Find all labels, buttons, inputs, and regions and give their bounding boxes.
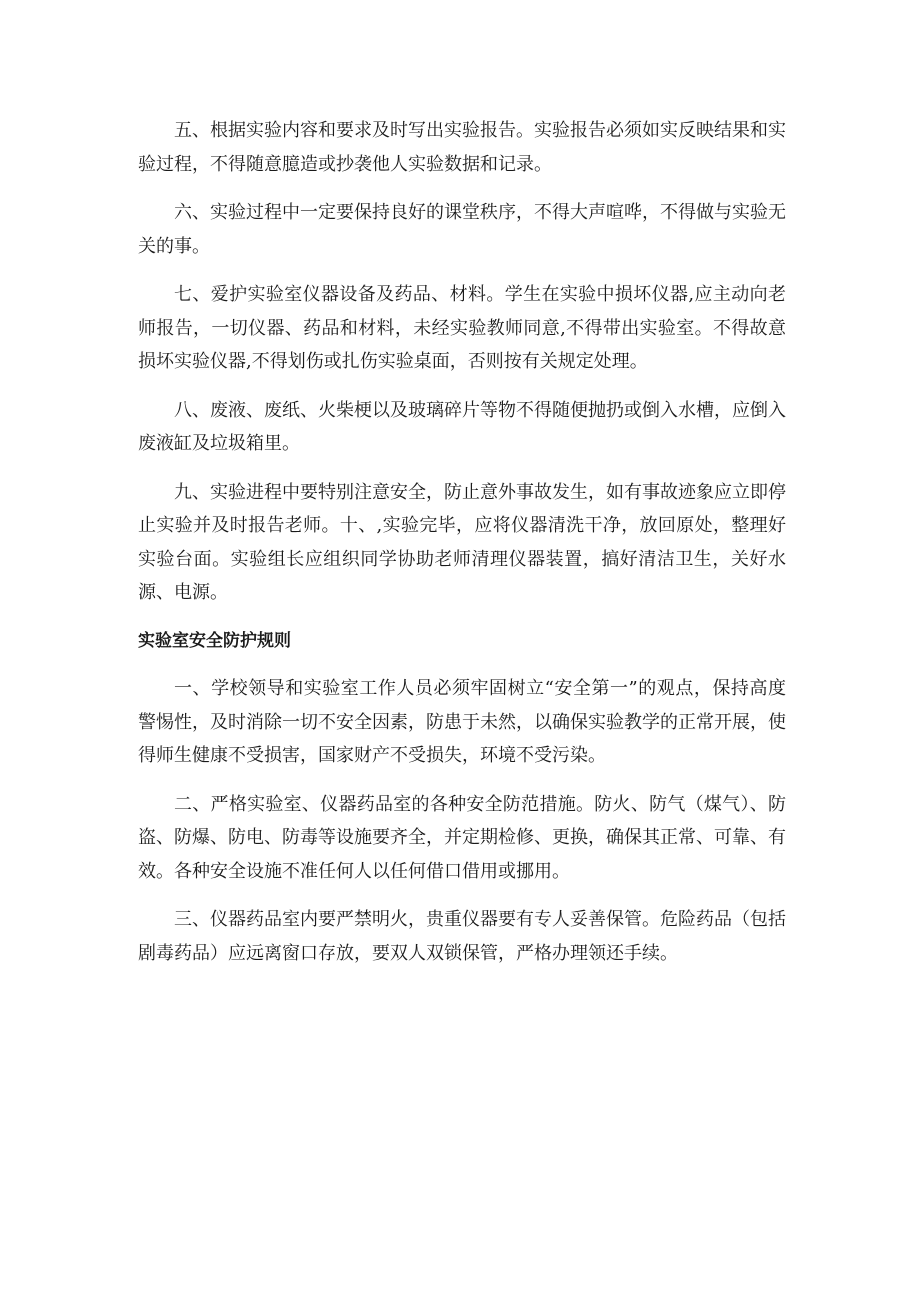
safety-paragraph-1: 一、学校领导和实验室工作人员必须牢固树立“安全第一”的观点，保持高度警惕性，及时消除一切不安全因素，防患于未然，以确保实验教学的正常开展，使得师生健康不受损害，国家财产不受损失，环境不受污染。	[138, 678, 786, 766]
rule-paragraph-9: 九、实验进程中要特别注意安全，防止意外事故发生，如有事故迹象应立即停止实验并及时报告老师。十、,实验完毕，应将仪器清洗干净，放回原处，整理好实验台面。实验组长应组织同学协助老师清理仪器装置，搞好清洁卫生，关好水源、电源。	[138, 481, 786, 603]
document-body	[138, 114, 786, 970]
safety-paragraph-3: 三、仪器药品室内要严禁明火，贵重仪器要有专人妥善保管。危险药品（包括剧毒药品）应远离窗口存放，要双人双锁保管，严格办理领还手续。	[138, 909, 786, 964]
safety-paragraph-2: 二、严格实验室、仪器药品室的各种安全防范措施。防火、防气（煤气）、防盗、防爆、防电、防毒等设施要齐全，并定期检修、更换，确保其正常、可靠、有效。各种安全设施不准任何人以任何借口借用或挪用。	[138, 793, 786, 882]
rule-paragraph-8: 八、废液、废纸、火柴梗以及玻璃碎片等物不得随便抛扔或倒入水槽，应倒入废液缸及垃圾箱里。	[138, 399, 786, 454]
rule-paragraph-7: 七、爱护实验室仪器设备及药品、材料。学生在实验中损坏仪器,应主动向老师报告，一切仪器、药品和材料，未经实验教师同意,不得带出实验室。不得故意损坏实验仪器,不得划伤或扎伤实验桌面，否则按有关规定处理。	[138, 284, 786, 372]
rule-paragraph-6: 六、实验过程中一定要保持良好的课堂秩序，不得大声喧哗，不得做与实验无关的事。	[138, 202, 786, 257]
rule-paragraph-5: 五、根据实验内容和要求及时写出实验报告。实验报告必须如实反映结果和实验过程，不得随意臆造或抄袭他人实验数据和记录。	[138, 120, 786, 175]
section-heading: 实验室安全防护规则	[138, 630, 291, 651]
